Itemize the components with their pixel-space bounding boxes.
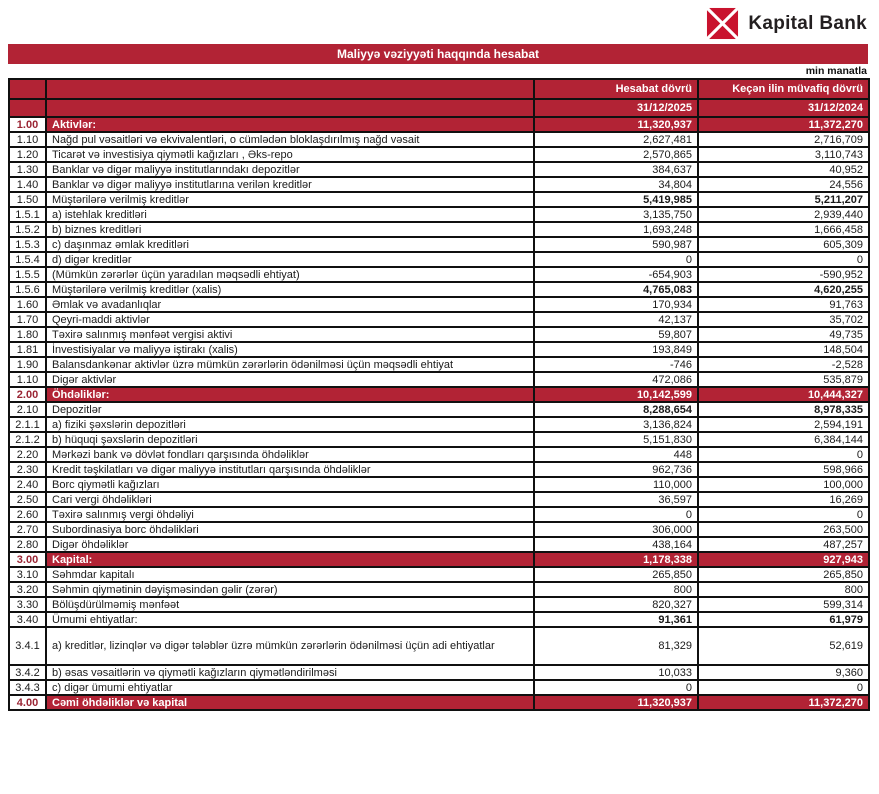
row-label-cell: Nağd pul vəsaitləri və ekvivalentləri, o cümlədən bloklaşdırılmış nağd vəsait: [46, 132, 534, 147]
table-body: [9, 117, 869, 710]
row-label-cell: İnvestisiyalar və maliyyə iştirakı (xalis): [46, 342, 534, 357]
table-row: [9, 612, 869, 627]
row-label-cell: a) fiziki şəxslərin depozitləri: [46, 417, 534, 432]
row-number-cell: 2.20: [9, 447, 46, 462]
table-row: [9, 695, 869, 710]
row-label-cell: Öhdəliklər:: [46, 387, 534, 402]
value-current-cell: 81,329: [534, 627, 698, 665]
row-number-cell: 3.00: [9, 552, 46, 567]
value-current-cell: 800: [534, 582, 698, 597]
row-number-cell: 1.30: [9, 162, 46, 177]
row-label-cell: Cəmi öhdəliklər və kapital: [46, 695, 534, 710]
table-row: [9, 567, 869, 582]
row-number-cell: 2.10: [9, 402, 46, 417]
value-previous-cell: 927,943: [698, 552, 869, 567]
table-row: [9, 162, 869, 177]
row-number-cell: 1.5.1: [9, 207, 46, 222]
kapital-bank-logo-icon: [706, 7, 739, 40]
value-current-cell: 59,807: [534, 327, 698, 342]
value-previous-cell: 8,978,335: [698, 402, 869, 417]
row-label-cell: (Mümkün zərərlər üçün yaradılan məqsədli ehtiyat): [46, 267, 534, 282]
row-label-cell: Banklar və digər maliyyə institutlarındakı depozitlər: [46, 162, 534, 177]
col-header-previous-period: Keçən ilin müvafiq dövrü: [698, 79, 869, 99]
value-current-cell: 10,033: [534, 665, 698, 680]
row-number-cell: 1.70: [9, 312, 46, 327]
row-number-cell: 1.5.2: [9, 222, 46, 237]
row-number-cell: 3.10: [9, 567, 46, 582]
row-number-cell: 1.50: [9, 192, 46, 207]
value-previous-cell: 40,952: [698, 162, 869, 177]
value-current-cell: 8,288,654: [534, 402, 698, 417]
row-label-cell: Cari vergi öhdəlikləri: [46, 492, 534, 507]
row-number-cell: 1.81: [9, 342, 46, 357]
header-empty-cell: [46, 99, 534, 117]
row-number-cell: 1.90: [9, 357, 46, 372]
row-number-cell: 1.5.5: [9, 267, 46, 282]
table-row: [9, 147, 869, 162]
value-current-cell: 91,361: [534, 612, 698, 627]
value-current-cell: 4,765,083: [534, 282, 698, 297]
value-current-cell: 11,320,937: [534, 117, 698, 132]
row-label-cell: Ticarət və investisiya qiymətli kağızları , Əks-repo: [46, 147, 534, 162]
row-number-cell: 1.80: [9, 327, 46, 342]
row-number-cell: 3.4.3: [9, 680, 46, 695]
header-empty-cell: [46, 79, 534, 99]
row-number-cell: 1.10: [9, 372, 46, 387]
value-previous-cell: 2,716,709: [698, 132, 869, 147]
row-label-cell: Subordinasiya borc öhdəlikləri: [46, 522, 534, 537]
value-current-cell: 2,570,865: [534, 147, 698, 162]
table-row: [9, 627, 869, 665]
value-previous-cell: 11,372,270: [698, 695, 869, 710]
row-label-cell: Təxirə salınmış vergi öhdəliyi: [46, 507, 534, 522]
value-previous-cell: 52,619: [698, 627, 869, 665]
value-previous-cell: 24,556: [698, 177, 869, 192]
row-label-cell: Kredit təşkilatları və digər maliyyə institutları qarşısında öhdəliklər: [46, 462, 534, 477]
row-label-cell: Ümumi ehtiyatlar:: [46, 612, 534, 627]
row-label-cell: Təxirə salınmış mənfəət vergisi aktivi: [46, 327, 534, 342]
header-empty-cell: [9, 99, 46, 117]
row-label-cell: Digər öhdəliklər: [46, 537, 534, 552]
value-previous-cell: 800: [698, 582, 869, 597]
row-number-cell: 2.40: [9, 477, 46, 492]
value-previous-cell: 4,620,255: [698, 282, 869, 297]
value-previous-cell: 599,314: [698, 597, 869, 612]
brand-name: Kapital Bank: [748, 12, 867, 34]
row-label-cell: Qeyri-maddi aktivlər: [46, 312, 534, 327]
row-number-cell: 2.60: [9, 507, 46, 522]
value-previous-cell: 1,666,458: [698, 222, 869, 237]
value-previous-cell: -2,528: [698, 357, 869, 372]
row-number-cell: 1.10: [9, 132, 46, 147]
table-row: [9, 327, 869, 342]
table-row: [9, 207, 869, 222]
value-current-cell: 2,627,481: [534, 132, 698, 147]
value-previous-cell: 535,879: [698, 372, 869, 387]
value-current-cell: 265,850: [534, 567, 698, 582]
row-label-cell: Kapital:: [46, 552, 534, 567]
row-label-cell: Səhmdar kapitalı: [46, 567, 534, 582]
row-label-cell: c) digər ümumi ehtiyatlar: [46, 680, 534, 695]
value-current-cell: 438,164: [534, 537, 698, 552]
table-row: [9, 132, 869, 147]
report-title: Maliyyə vəziyyəti haqqında hesabat: [8, 44, 868, 64]
value-previous-cell: 605,309: [698, 237, 869, 252]
row-number-cell: 2.70: [9, 522, 46, 537]
value-previous-cell: 11,372,270: [698, 117, 869, 132]
table-row: [9, 117, 869, 132]
table-row: [9, 297, 869, 312]
table-row: [9, 177, 869, 192]
value-current-cell: 10,142,599: [534, 387, 698, 402]
row-label-cell: b) biznes kreditləri: [46, 222, 534, 237]
table-row: [9, 372, 869, 387]
brand: [706, 7, 867, 40]
value-previous-cell: 100,000: [698, 477, 869, 492]
table-row: [9, 507, 869, 522]
value-current-cell: 3,136,824: [534, 417, 698, 432]
row-number-cell: 1.5.3: [9, 237, 46, 252]
row-number-cell: 3.30: [9, 597, 46, 612]
table-row: [9, 552, 869, 567]
value-previous-cell: 2,939,440: [698, 207, 869, 222]
row-label-cell: Müştərilərə verilmiş kreditlər (xalis): [46, 282, 534, 297]
col-header-current-date: 31/12/2025: [534, 99, 698, 117]
table-row: [9, 537, 869, 552]
value-previous-cell: 598,966: [698, 462, 869, 477]
row-number-cell: 1.60: [9, 297, 46, 312]
value-current-cell: 110,000: [534, 477, 698, 492]
row-number-cell: 2.1.1: [9, 417, 46, 432]
header-empty-cell: [9, 79, 46, 99]
row-label-cell: Mərkəzi bank və dövlət fondları qarşısında öhdəliklər: [46, 447, 534, 462]
col-header-current-period: Hesabat dövrü: [534, 79, 698, 99]
value-previous-cell: 263,500: [698, 522, 869, 537]
value-current-cell: 5,419,985: [534, 192, 698, 207]
table-row: [9, 192, 869, 207]
row-number-cell: 3.4.1: [9, 627, 46, 665]
header-row-dates: [9, 99, 869, 117]
value-current-cell: 472,086: [534, 372, 698, 387]
value-previous-cell: 10,444,327: [698, 387, 869, 402]
table-row: [9, 462, 869, 477]
row-label-cell: Müştərilərə verilmiş kreditlər: [46, 192, 534, 207]
value-current-cell: 820,327: [534, 597, 698, 612]
table-row: [9, 312, 869, 327]
value-previous-cell: -590,952: [698, 267, 869, 282]
row-label-cell: d) digər kreditlər: [46, 252, 534, 267]
row-number-cell: 2.80: [9, 537, 46, 552]
row-number-cell: 1.20: [9, 147, 46, 162]
row-number-cell: 3.20: [9, 582, 46, 597]
row-number-cell: 4.00: [9, 695, 46, 710]
table-row: [9, 417, 869, 432]
value-previous-cell: 5,211,207: [698, 192, 869, 207]
value-current-cell: 448: [534, 447, 698, 462]
value-previous-cell: 0: [698, 680, 869, 695]
col-header-previous-date: 31/12/2024: [698, 99, 869, 117]
value-previous-cell: 0: [698, 447, 869, 462]
value-current-cell: 0: [534, 507, 698, 522]
table-header: [9, 79, 869, 117]
table-row: [9, 492, 869, 507]
row-number-cell: 1.5.6: [9, 282, 46, 297]
value-current-cell: 0: [534, 680, 698, 695]
row-label-cell: Aktivlər:: [46, 117, 534, 132]
value-previous-cell: 35,702: [698, 312, 869, 327]
value-previous-cell: 91,763: [698, 297, 869, 312]
value-current-cell: 0: [534, 252, 698, 267]
value-previous-cell: 265,850: [698, 567, 869, 582]
table-row: [9, 267, 869, 282]
row-label-cell: Balansdankənar aktivlər üzrə mümkün zərərlərin ödənilməsi üçün məqsədli ehtiyat: [46, 357, 534, 372]
value-previous-cell: 61,979: [698, 612, 869, 627]
table-row: [9, 432, 869, 447]
row-number-cell: 2.00: [9, 387, 46, 402]
row-label-cell: Depozitlər: [46, 402, 534, 417]
table-row: [9, 582, 869, 597]
header-row-periods: [9, 79, 869, 99]
value-previous-cell: 49,735: [698, 327, 869, 342]
value-previous-cell: 2,594,191: [698, 417, 869, 432]
table-row: [9, 357, 869, 372]
financial-statement-table: [8, 78, 870, 711]
value-previous-cell: 148,504: [698, 342, 869, 357]
row-number-cell: 2.1.2: [9, 432, 46, 447]
value-current-cell: 42,137: [534, 312, 698, 327]
value-current-cell: -654,903: [534, 267, 698, 282]
value-previous-cell: 487,257: [698, 537, 869, 552]
row-label-cell: b) hüquqi şəxslərin depozitləri: [46, 432, 534, 447]
table-row: [9, 342, 869, 357]
value-current-cell: 384,637: [534, 162, 698, 177]
row-number-cell: 1.00: [9, 117, 46, 132]
value-current-cell: 36,597: [534, 492, 698, 507]
row-label-cell: Borc qiymətli kağızları: [46, 477, 534, 492]
value-current-cell: 3,135,750: [534, 207, 698, 222]
value-current-cell: 1,178,338: [534, 552, 698, 567]
row-number-cell: 3.40: [9, 612, 46, 627]
value-current-cell: 193,849: [534, 342, 698, 357]
value-current-cell: 11,320,937: [534, 695, 698, 710]
row-number-cell: 1.5.4: [9, 252, 46, 267]
row-label-cell: Əmlak və avadanlıqlar: [46, 297, 534, 312]
row-number-cell: 2.50: [9, 492, 46, 507]
value-current-cell: 34,804: [534, 177, 698, 192]
value-current-cell: 306,000: [534, 522, 698, 537]
value-current-cell: -746: [534, 357, 698, 372]
value-previous-cell: 16,269: [698, 492, 869, 507]
table-row: [9, 237, 869, 252]
value-previous-cell: 9,360: [698, 665, 869, 680]
row-number-cell: 1.40: [9, 177, 46, 192]
unit-note: min manatla: [805, 65, 867, 77]
row-label-cell: Bölüşdürülməmiş mənfəət: [46, 597, 534, 612]
row-label-cell: a) istehlak kreditləri: [46, 207, 534, 222]
table-row: [9, 402, 869, 417]
value-previous-cell: 0: [698, 507, 869, 522]
table-row: [9, 477, 869, 492]
table-row: [9, 680, 869, 695]
row-label-cell: a) kreditlər, lizinqlər və digər tələblər üzrə mümkün zərərlərin ödənilməsi üçün adi ehtiyatlar: [46, 627, 534, 665]
value-current-cell: 590,987: [534, 237, 698, 252]
value-previous-cell: 0: [698, 252, 869, 267]
table-row: [9, 665, 869, 680]
row-number-cell: 2.30: [9, 462, 46, 477]
table-row: [9, 597, 869, 612]
value-current-cell: 170,934: [534, 297, 698, 312]
value-current-cell: 962,736: [534, 462, 698, 477]
row-label-cell: c) daşınmaz əmlak kreditləri: [46, 237, 534, 252]
table-row: [9, 222, 869, 237]
table-row: [9, 252, 869, 267]
row-label-cell: Banklar və digər maliyyə institutlarına verilən kreditlər: [46, 177, 534, 192]
value-previous-cell: 3,110,743: [698, 147, 869, 162]
table-row: [9, 522, 869, 537]
table-row: [9, 387, 869, 402]
value-current-cell: 1,693,248: [534, 222, 698, 237]
row-label-cell: b) əsas vəsaitlərin və qiymətli kağızların qiymətləndirilməsi: [46, 665, 534, 680]
table-row: [9, 282, 869, 297]
row-label-cell: Digər aktivlər: [46, 372, 534, 387]
row-label-cell: Səhmin qiymətinin dəyişməsindən gəlir (zərər): [46, 582, 534, 597]
table-row: [9, 447, 869, 462]
value-current-cell: 5,151,830: [534, 432, 698, 447]
value-previous-cell: 6,384,144: [698, 432, 869, 447]
row-number-cell: 3.4.2: [9, 665, 46, 680]
